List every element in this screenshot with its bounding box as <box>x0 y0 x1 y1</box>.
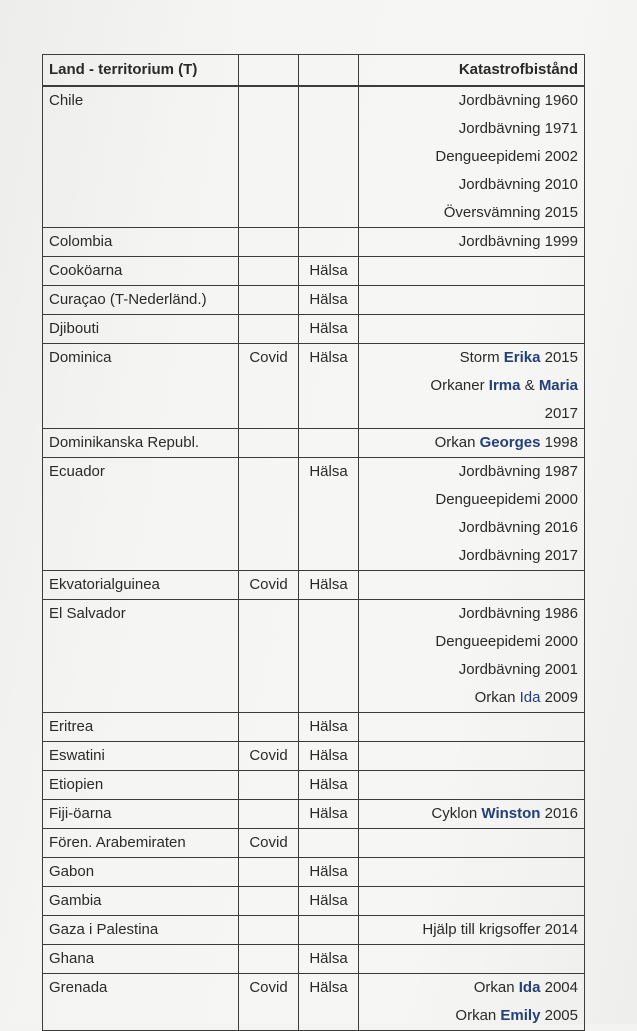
country-cell: El Salvador <box>43 600 239 713</box>
table-row <box>43 257 585 286</box>
header-health <box>299 55 359 87</box>
aid-text: Storm <box>459 349 504 366</box>
health-cell: Hälsa <box>299 458 359 571</box>
health-cell <box>299 86 359 228</box>
covid-cell <box>239 800 299 829</box>
country-cell: Djibouti <box>43 315 239 344</box>
country-cell: Ekvatorialguinea <box>43 571 239 600</box>
country-cell: Eswatini <box>43 742 239 771</box>
health-cell: Hälsa <box>299 887 359 916</box>
aid-entry <box>365 684 578 712</box>
table-body <box>43 86 585 1031</box>
table-row <box>43 286 585 315</box>
covid-cell <box>239 228 299 257</box>
aid-entry <box>365 542 578 570</box>
aid-entry <box>365 199 578 227</box>
table-row <box>43 771 585 800</box>
covid-cell <box>239 458 299 571</box>
aid-text: Orkaner <box>430 377 489 394</box>
disaster-aid-cell <box>359 713 585 742</box>
country-cell: Etiopien <box>43 771 239 800</box>
covid-cell: Covid <box>239 742 299 771</box>
health-cell: Hälsa <box>299 945 359 974</box>
disaster-aid-cell <box>359 771 585 800</box>
aid-text: Dengueepidemi 2002 <box>435 148 578 165</box>
health-cell <box>299 600 359 713</box>
health-cell: Hälsa <box>299 344 359 429</box>
covid-cell <box>239 887 299 916</box>
table-row <box>43 228 585 257</box>
health-cell: Hälsa <box>299 771 359 800</box>
health-cell: Hälsa <box>299 315 359 344</box>
aid-text: Jordbävning 2016 <box>458 519 578 536</box>
aid-text: Orkan <box>455 1007 501 1024</box>
country-cell: Gambia <box>43 887 239 916</box>
covid-cell <box>239 945 299 974</box>
health-cell: Hälsa <box>299 858 359 887</box>
aid-text: Jordbävning 2017 <box>458 547 578 564</box>
aid-text: 1998 <box>540 434 578 451</box>
disaster-aid-cell <box>359 858 585 887</box>
table-row <box>43 887 585 916</box>
aid-text: 2005 <box>540 1007 578 1024</box>
aid-entry <box>365 400 578 428</box>
health-cell: Hälsa <box>299 742 359 771</box>
aid-text: Dengueepidemi 2000 <box>435 633 578 650</box>
aid-text: Översvämning 2015 <box>443 204 578 221</box>
disaster-aid-cell <box>359 974 585 1031</box>
table-row <box>43 713 585 742</box>
aid-text: Dengueepidemi 2000 <box>435 491 578 508</box>
country-cell: Fören. Arabemiraten <box>43 829 239 858</box>
aid-entry <box>365 87 578 115</box>
aid-text: 2009 <box>540 689 578 706</box>
covid-cell: Covid <box>239 974 299 1031</box>
health-cell: Hälsa <box>299 713 359 742</box>
event-name: Ida <box>519 689 541 706</box>
health-cell: Hälsa <box>299 800 359 829</box>
country-cell: Fiji-öarna <box>43 800 239 829</box>
aid-text: Orkan <box>473 979 519 996</box>
covid-cell <box>239 916 299 945</box>
country-cell: Cooköarna <box>43 257 239 286</box>
covid-cell <box>239 257 299 286</box>
covid-cell <box>239 771 299 800</box>
country-cell: Grenada <box>43 974 239 1031</box>
covid-cell <box>239 86 299 228</box>
country-cell: Dominikanska Republ. <box>43 429 239 458</box>
aid-entry <box>365 429 578 457</box>
covid-cell <box>239 429 299 458</box>
aid-text: 2017 <box>544 405 578 422</box>
aid-entry <box>365 656 578 684</box>
table-row <box>43 315 585 344</box>
table-row <box>43 974 585 1031</box>
table-row <box>43 829 585 858</box>
country-cell: Eritrea <box>43 713 239 742</box>
header-country: Land - territorium (T) <box>43 55 239 87</box>
disaster-aid-cell <box>359 829 585 858</box>
header-row <box>43 55 585 87</box>
aid-text: Orkan <box>434 434 480 451</box>
health-cell <box>299 228 359 257</box>
header-disaster-aid: Katastrofbistånd <box>359 55 585 87</box>
country-cell: Gaza i Palestina <box>43 916 239 945</box>
country-cell: Curaçao (T-Nederländ.) <box>43 286 239 315</box>
event-name: Erika <box>503 349 541 366</box>
disaster-aid-cell <box>359 916 585 945</box>
health-cell: Hälsa <box>299 286 359 315</box>
table-row <box>43 742 585 771</box>
health-cell: Hälsa <box>299 571 359 600</box>
country-cell: Colombia <box>43 228 239 257</box>
event-name: Irma <box>488 377 521 394</box>
table-row <box>43 458 585 571</box>
country-cell: Ghana <box>43 945 239 974</box>
aid-text: & <box>520 377 539 394</box>
disaster-aid-cell <box>359 887 585 916</box>
aid-text: 2016 <box>540 805 578 822</box>
table-row <box>43 600 585 713</box>
event-name: Ida <box>518 979 541 996</box>
event-name: Georges <box>479 434 541 451</box>
table-row <box>43 800 585 829</box>
aid-entry <box>365 600 578 628</box>
aid-entry <box>365 1002 578 1030</box>
country-cell: Chile <box>43 86 239 228</box>
disaster-aid-cell <box>359 571 585 600</box>
aid-text: Jordbävning 2001 <box>458 661 578 678</box>
table-row <box>43 429 585 458</box>
table-header <box>43 55 585 87</box>
disaster-aid-cell <box>359 429 585 458</box>
disaster-aid-cell <box>359 315 585 344</box>
aid-text: 2015 <box>540 349 578 366</box>
covid-cell: Covid <box>239 829 299 858</box>
disaster-aid-cell <box>359 344 585 429</box>
aid-entry <box>365 458 578 486</box>
covid-cell <box>239 286 299 315</box>
disaster-aid-cell <box>359 458 585 571</box>
aid-entry <box>365 628 578 656</box>
disaster-aid-cell <box>359 286 585 315</box>
event-name: Emily <box>500 1007 541 1024</box>
table-row <box>43 344 585 429</box>
aid-text: Jordbävning 1971 <box>458 120 578 137</box>
aid-text: Jordbävning 2010 <box>458 176 578 193</box>
aid-text: Jordbävning 1960 <box>458 92 578 109</box>
disaster-aid-cell <box>359 742 585 771</box>
covid-cell: Covid <box>239 344 299 429</box>
aid-entry <box>365 514 578 542</box>
aid-entry <box>365 800 578 828</box>
aid-text: 2004 <box>540 979 578 996</box>
aid-entry <box>365 115 578 143</box>
aid-text: Hjälp till krigsoffer 2014 <box>422 921 578 938</box>
aid-entry <box>365 171 578 199</box>
aid-entry <box>365 344 578 372</box>
covid-cell <box>239 858 299 887</box>
aid-text: Jordbävning 1986 <box>458 605 578 622</box>
aid-text: Jordbävning 1999 <box>458 233 578 250</box>
aid-entry <box>365 974 578 1002</box>
aid-entry <box>365 228 578 256</box>
disaster-aid-cell <box>359 257 585 286</box>
event-name: Maria <box>538 377 578 394</box>
health-cell <box>299 829 359 858</box>
disaster-aid-cell <box>359 600 585 713</box>
aid-entry <box>365 916 578 944</box>
covid-cell: Covid <box>239 571 299 600</box>
health-cell <box>299 429 359 458</box>
disaster-aid-cell <box>359 86 585 228</box>
aid-entry <box>365 143 578 171</box>
aid-text: Orkan <box>474 689 520 706</box>
health-cell: Hälsa <box>299 257 359 286</box>
aid-entry <box>365 486 578 514</box>
covid-cell <box>239 600 299 713</box>
header-covid <box>239 55 299 87</box>
disaster-aid-cell <box>359 945 585 974</box>
covid-cell <box>239 315 299 344</box>
table-row <box>43 916 585 945</box>
aid-text: Jordbävning 1987 <box>458 463 578 480</box>
disaster-aid-cell <box>359 228 585 257</box>
health-cell: Hälsa <box>299 974 359 1031</box>
aid-entry <box>365 372 578 400</box>
event-name: Winston <box>481 805 541 822</box>
disaster-aid-table <box>42 54 585 1031</box>
country-cell: Dominica <box>43 344 239 429</box>
health-cell <box>299 916 359 945</box>
aid-text: Cyklon <box>431 805 482 822</box>
table-row <box>43 571 585 600</box>
disaster-aid-cell <box>359 800 585 829</box>
country-cell: Ecuador <box>43 458 239 571</box>
covid-cell <box>239 713 299 742</box>
table-row <box>43 86 585 228</box>
table-row <box>43 945 585 974</box>
table-row <box>43 858 585 887</box>
country-cell: Gabon <box>43 858 239 887</box>
